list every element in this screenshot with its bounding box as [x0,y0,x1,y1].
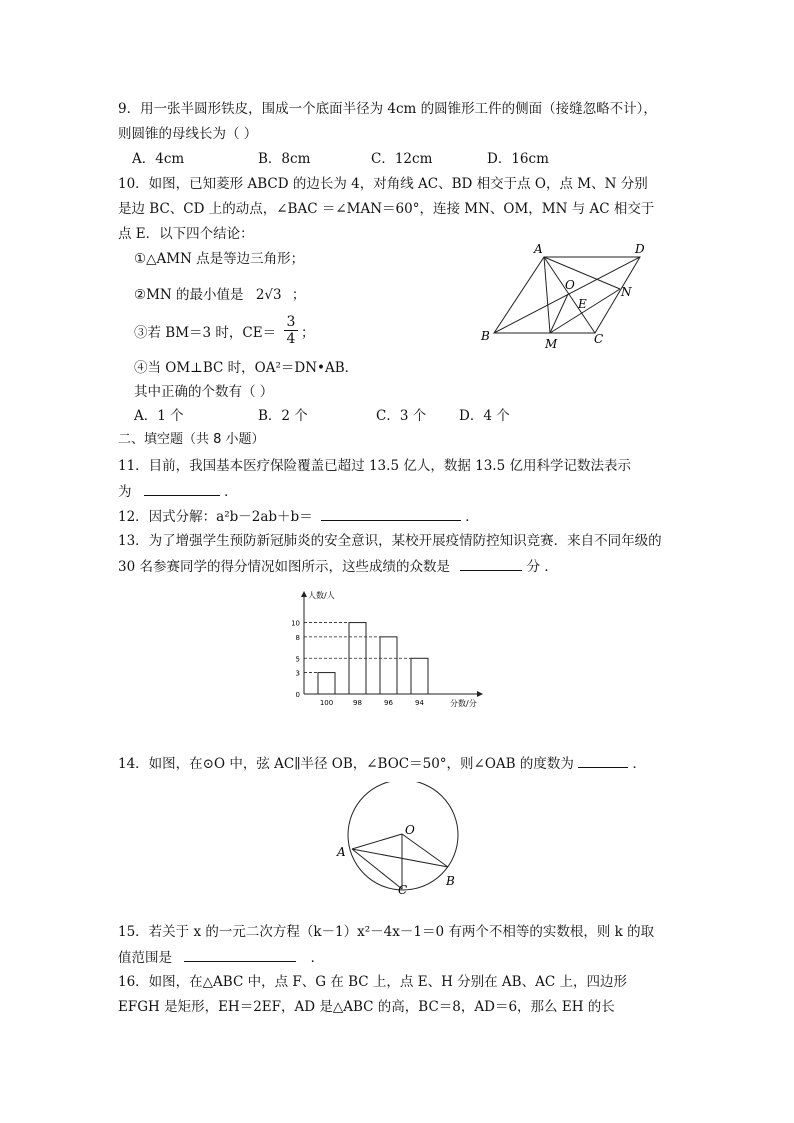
q9-option-c: C．12cm [371,151,433,167]
q9-option-a: A．4cm [132,151,185,167]
x-axis-label: 分数/分 [450,699,477,708]
q11-answer-blank [144,481,220,496]
label-c: C [594,332,604,346]
q12-suffix: ． [465,509,479,525]
segment-am [544,257,550,333]
y-tick-label: 5 [295,655,300,664]
q16-line2: EFGH 是矩形，EH＝2EF，AD 是△ABC 的高，BC＝8，AD＝6，那么 EH 的长 [118,999,615,1015]
q13-answer-blank [460,556,522,571]
q13-prefix: 30 名参赛同学的得分情况如图所示，这些成绩的众数是 [118,559,450,575]
q15-suffix: ． [310,950,325,966]
bar-100 [318,673,335,694]
q10-conclusion-3-prefix: ③若 BM＝3 时，CE＝ [134,325,277,341]
q10-line1: 10．如图，已知菱形 ABCD 的边长为 4，对角线 AC、BD 相交于点 O，点 M、N 分别 [118,176,648,192]
q14-prefix: 14．如图，在⊙O 中，弦 AC∥半径 OB，∠BOC＝50°，则∠OAB 的度数为 [118,756,574,772]
q10-conclusion-3-suffix: ； [301,325,315,341]
x-tick-label: 100 [319,699,334,707]
q14-line [118,753,646,774]
q10-option-d: D．4 个 [459,408,510,424]
q15-prefix: 值范围是 [118,950,172,966]
q13-line1: 13．为了增强学生预防新冠肺炎的安全意识，某校开展疫情防控知识竞赛．来自不同年级的 [118,533,662,549]
circle-label-a: A [337,845,346,859]
diagonal-ac [544,257,595,333]
q11-suffix: ． [224,484,238,500]
bar-94 [411,658,428,694]
q9-line1: 9．用一张半圆形铁皮，围成一个底面半径为 4cm 的圆锥形工件的侧面（接缝忽略不计）， [118,101,657,117]
q10-option-b: B．2 个 [258,408,308,424]
q10-conclusion-1: ①△AMN 点是等边三角形； [134,251,305,267]
q10-line2: 是边 BC、CD 上的动点，∠BAC ＝∠MAN＝60°，连接 MN、OM，MN 与 AC 相交于 [118,201,655,217]
q10-conclusion-2 [134,285,305,305]
circle-label-c: C [398,883,408,894]
q15-line2 [118,947,324,968]
q9-line2: 则圆锥的母线长为（ ） [118,126,258,142]
label-d: D [635,242,645,256]
radius-oa [352,834,402,849]
circle-label-b: B [446,874,455,888]
fraction-numerator: 3 [286,314,296,330]
y-tick-label: 10 [291,619,300,628]
q10-conclusion-2-value: 2√3 [255,287,282,303]
q11-prefix: 为 [118,484,132,500]
label-n: N [621,285,632,299]
rhombus-figure [470,236,660,354]
q10-option-a: A．1 个 [134,408,184,424]
q9-option-d: D．16cm [487,151,549,167]
q10-fraction [284,314,298,347]
q16-line1: 16．如图，在△ABC 中，点 F、G 在 BC 上，点 E、H 分别在 AB、AC 上，四边形 [118,974,627,990]
x-tick-label: 96 [384,699,393,707]
chord-ab [352,849,448,867]
label-a: A [534,242,543,256]
q12-line [118,506,479,527]
y-axis-label: 人数/人 [308,591,335,600]
circle-label-o: O [405,823,415,837]
y-tick-label: 0 [295,691,300,699]
q10-conclusion-2-prefix: ②MN 的最小值是 [134,287,244,303]
y-tick-label: 8 [295,633,300,642]
q10-option-c: C．3 个 [376,408,427,424]
label-e: E [578,297,587,311]
q15-line1: 15．若关于 x 的一元二次方程（k－1）x²－4x－1＝0 有两个不相等的实数根，则 k 的取 [118,924,655,940]
q10-line3: 点 E．以下四个结论： [118,226,254,242]
radius-ob [402,834,448,867]
q13-suffix: 分 ． [526,559,558,575]
label-b: B [481,329,490,343]
q12-answer-blank [321,506,461,521]
score-bar-chart [282,586,488,712]
q10-conclusion-4: ④当 OM⊥BC 时，OA²＝DN•AB． [134,360,359,376]
q14-suffix: ． [632,756,646,772]
q11-line2 [118,481,238,502]
q13-line2 [118,556,558,577]
q14-answer-blank [578,753,628,768]
q12-prefix: 12．因式分解：a²b－2ab＋b＝ [118,509,313,525]
section-heading: 二、填空题（共 8 小题） [118,432,265,447]
q9-option-b: B．8cm [258,151,311,167]
q11-line1: 11．目前，我国基本医疗保险覆盖已超过 13.5 亿人，数据 13.5 亿用科学记数法表示 [118,458,631,474]
label-o: O [565,278,575,292]
bar-96 [380,637,397,694]
y-tick-label: 3 [295,669,300,678]
x-tick-label: 94 [415,699,424,707]
q10-conclusion-2-suffix: ； [291,287,306,303]
q10-ask: 其中正确的个数有（ ） [134,384,274,400]
x-tick-label: 98 [353,699,362,707]
fraction-denominator: 4 [286,331,296,347]
circle-o [348,782,458,890]
label-m: M [545,337,558,351]
q15-answer-blank [184,947,296,962]
circle-figure [330,782,470,894]
